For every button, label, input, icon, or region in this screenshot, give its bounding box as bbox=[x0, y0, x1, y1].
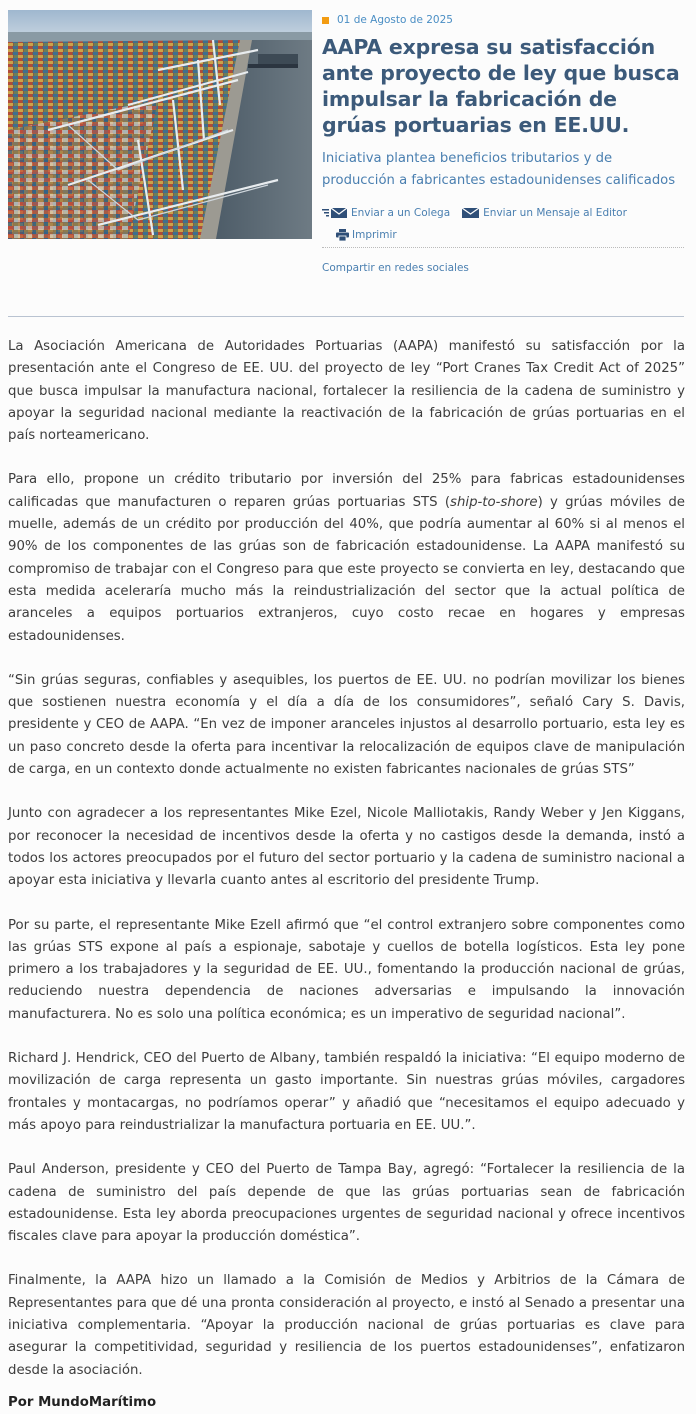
send-editor-label: Enviar un Mensaje al Editor bbox=[483, 207, 627, 219]
paragraph-3: “Sin grúas seguras, confiables y asequibles, los puertos de EE. UU. no podrían movilizar los bienes que sostienen nuestra economía y el día a día de los consumidores”, señaló Cary S. Davis, presidente y CEO de AAPA. “En vez de imponer aranceles injustos al desarrollo portuario, esta ley es un paso concreto desde la oferta para incentivar la relocalización de equipos clave de manipulación de carga, en un contexto donde actualmente no existen fabricantes nacionales de grúas STS” bbox=[8, 672, 685, 778]
paragraph-7: Paul Anderson, presidente y CEO del Puerto de Tampa Bay, agregó: “Fortalecer la resiliencia de la cadena de suministro del país depende de que las grúas portuarias sean de fabricación estadounidense. Esta ley aborda preocupaciones urgentes de seguridad nacional y ofrece incentivos fiscales clave para apoyar la producción doméstica”. bbox=[8, 1162, 685, 1245]
actions-divider bbox=[322, 247, 684, 248]
paragraph-2-part-a: Para ello, propone un crédito tributario por inversión del 25% para fabricas estadounidenses calificadas que manufacturen o reparen grúas portuarias STS ( bbox=[8, 472, 685, 510]
send-editor-link[interactable] bbox=[462, 207, 627, 219]
article-date bbox=[322, 14, 686, 26]
port-cranes-photo bbox=[8, 10, 312, 239]
article-subtitle: Iniciativa plantea beneficios tributarios y de producción a fabricantes estadounidenses calificados bbox=[322, 151, 676, 188]
print-link[interactable] bbox=[336, 229, 397, 241]
share-social-link[interactable]: Compartir en redes sociales bbox=[322, 262, 469, 274]
printer-icon bbox=[336, 229, 349, 241]
article-title: AAPA expresa su satisfacción ante proyecto de ley que busca impulsar la fabricación de grúas portuarias en EE.UU. bbox=[322, 35, 680, 137]
send-colleague-icon bbox=[322, 207, 348, 219]
paragraph-1: La Asociación Americana de Autoridades Portuarias (AAPA) manifestó su satisfacción por la presentación ante el Congreso de EE. UU. del proyecto de ley “Port Cranes Tax Credit Act of 2025” que busca impulsar la manufactura nacional, fortalecer la resiliencia de la cadena de suministro y apoyar la seguridad nacional mediante la reactivación de la fabricación de grúas portuarias en el país norteamericano. bbox=[8, 339, 685, 444]
send-colleague-link[interactable] bbox=[322, 207, 450, 219]
paragraph-6: Richard J. Hendrick, CEO del Puerto de Albany, también respaldó la iniciativa: “El equipo moderno de movilización de carga representa un gasto importante. Sin nuestras grúas móviles, cargadores frontales y montacargas, no podríamos operar” y añadió que “necesitamos el equipo adecuado y más apoyo para reindustrializar la manufactura portuaria en EE. UU.”. bbox=[8, 1051, 685, 1133]
paragraph-8: Finalmente, la AAPA hizo un llamado a la Comisión de Medios y Arbitrios de la Cámara de Representantes para que dé una pronta consideración al proyecto, e instó al Senado a presentar una iniciativa complementaria. “Apoyar la producción nacional de grúas portuarias es clave para asegurar la competitividad, seguridad y resiliencia de los puertos estadounidenses”, enfatizaron desde la asociación. bbox=[8, 1273, 685, 1378]
paragraph-2-emphasis: ship-to-shore bbox=[450, 494, 538, 510]
paragraph-4: Junto con agradecer a los representantes Mike Ezel, Nicole Malliotakis, Randy Weber y Jen Kiggans, por reconocer la necesidad de incentivos desde la oferta y no castigos desde la demanda, instó a todos los actores preocupados por el futuro del sector portuario y la cadena de suministro nacional a apoyar esta iniciativa y llevarla cuanto antes al escritorio del presidente Trump. bbox=[8, 806, 685, 889]
article-image bbox=[8, 10, 312, 239]
article-body bbox=[8, 336, 685, 1414]
paragraph-5: Por su parte, el representante Mike Ezell afirmó que “el control extranjero sobre componentes como las grúas STS expone al país a espionaje, sabotaje y cuellos de botella logísticos. Esta ley pone primero a los trabajadores y la seguridad de EE. UU., fomentando la producción nacional de grúas, reduciendo nuestra dependencia de naciones adversarias e impulsando la innovación manufacturera. No es solo una política económica; es un imperativo de seguridad nacional”. bbox=[8, 917, 685, 1022]
send-colleague-label: Enviar a un Colega bbox=[351, 207, 451, 219]
print-label: Imprimir bbox=[352, 229, 397, 241]
article-actions bbox=[322, 205, 686, 274]
article-header bbox=[322, 14, 686, 274]
header-divider bbox=[8, 316, 684, 317]
envelope-icon bbox=[462, 207, 480, 219]
byline: Por MundoMarítimo bbox=[8, 1394, 157, 1410]
date-marker-icon bbox=[322, 17, 329, 24]
date-text: 01 de Agosto de 2025 bbox=[337, 14, 453, 26]
paragraph-2-part-b: ) y grúas móviles de muelle, además de un crédito por producción del 40%, que podría aumentar al 60% si al menos el 90% de los componentes de las grúas son de fabricación estadounidense. La AAPA manifestó su compromiso de trabajar con el Congreso para que este proyecto se convierta en ley, destacando que esta medida aceleraría mucho más la reindustrialización del sector que la actual política de aranceles a equipos portuarios extranjeros, cuyo costo recae en hogares y empresas estadounidenses. bbox=[8, 494, 685, 644]
paragraph-2 bbox=[8, 469, 685, 647]
